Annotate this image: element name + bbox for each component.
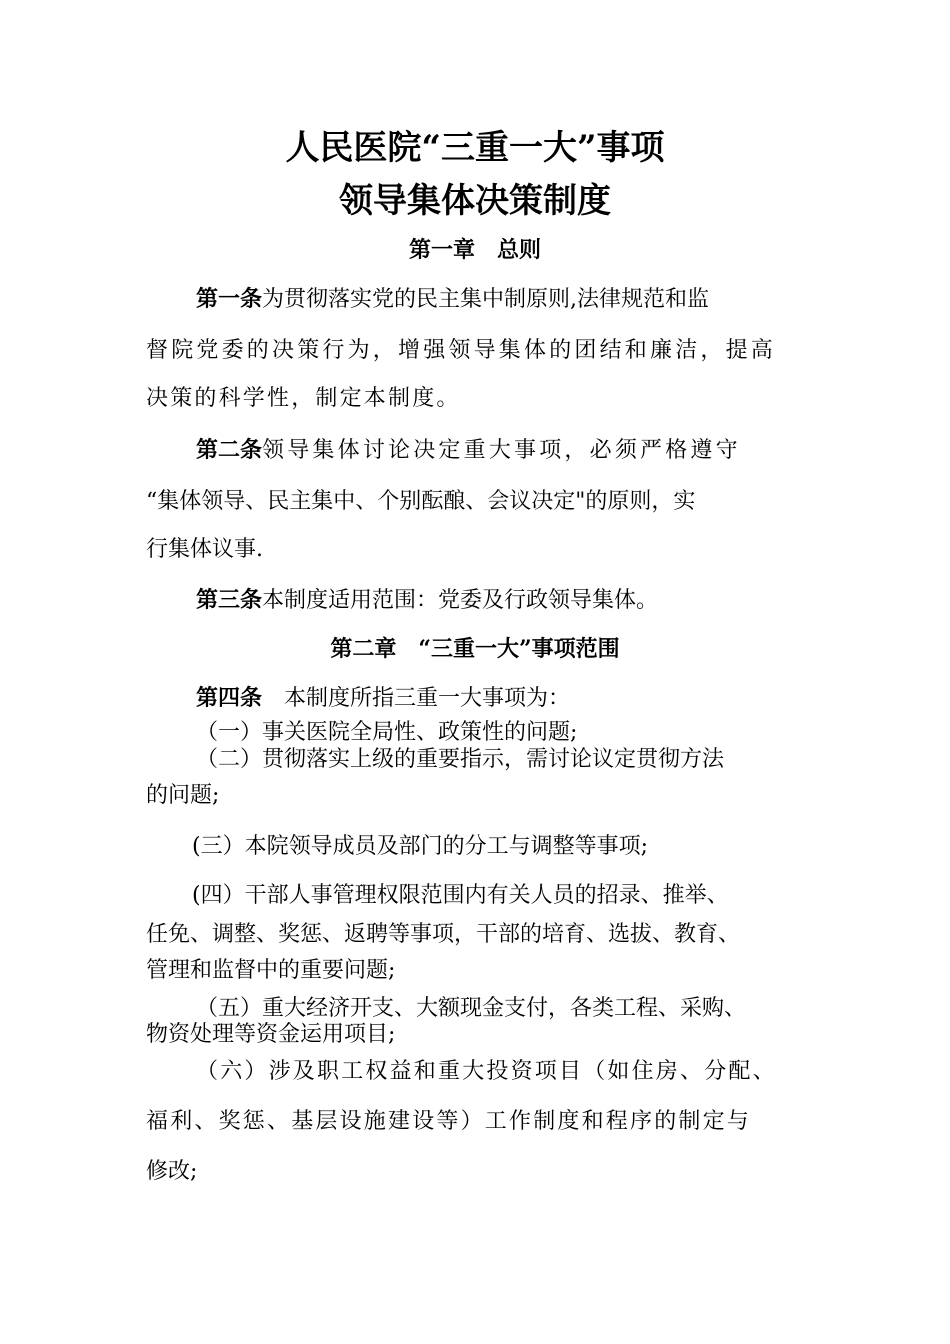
item-5-line-2: 物资处理等资金运用项目; xyxy=(146,1022,396,1047)
article-1-text-1: 为贯彻落实党的民主集中制原则,法律规范和监 xyxy=(262,287,710,312)
item-6-line-2: 福利、奖惩、基层设施建设等）工作制度和程序的制定与 xyxy=(146,1109,752,1134)
article-1-line-2: 督院党委的决策行为，增强领导集体的团结和廉洁，提高 xyxy=(146,338,777,363)
article-2-label: 第二条 xyxy=(196,437,263,463)
item-4-line-2: 任免、调整、奖惩、返聘等事项，干部的培育、选拔、教育、 xyxy=(146,922,741,947)
article-2-line-3: 行集体议事. xyxy=(146,537,263,562)
document-title-line-2: 领导集体决策制度 xyxy=(339,181,611,221)
item-6-line-3: 修改; xyxy=(146,1159,198,1184)
article-2-line-2: “集体领导、民主集中、个别酝酿、会议决定"的原则，实 xyxy=(146,489,696,514)
item-5-line-1: （五）重大经济开支、大额现金支付，各类工程、采购、 xyxy=(196,996,747,1021)
article-3-label: 第三条 xyxy=(196,587,263,613)
article-3-text-1: 本制度适用范围：党委及行政领导集体。 xyxy=(262,588,659,613)
item-2-line-1: （二）贯彻落实上级的重要指示，需讨论议定贯彻方法 xyxy=(196,747,725,772)
article-4-text-1: 本制度所指三重一大事项为： xyxy=(262,686,571,711)
item-1-line-1: （一）事关医院全局性、政策性的问题; xyxy=(196,720,578,745)
item-4-line-1: (四）干部人事管理权限范围内有关人员的招录、推举、 xyxy=(192,883,729,908)
article-4-label: 第四条 xyxy=(196,685,263,711)
document-title-line-1: 人民医院“三重一大”事项 xyxy=(285,128,665,168)
item-2-line-2: 的问题; xyxy=(146,783,220,808)
chapter-1-heading: 第一章 总则 xyxy=(408,237,541,263)
article-3-line-1 xyxy=(196,585,658,616)
item-3-line-1: (三）本院领导成员及部门的分工与调整等事项; xyxy=(192,834,648,859)
article-1-label: 第一条 xyxy=(196,286,263,312)
article-1-line-1 xyxy=(196,284,709,315)
article-2-text-1: 领导集体讨论决定重大事项，必须严格遵守 xyxy=(262,438,741,463)
chapter-2-heading: 第二章 “三重一大”事项范围 xyxy=(330,636,620,662)
article-2-line-1 xyxy=(196,435,741,466)
article-4-line-1 xyxy=(196,683,570,714)
item-4-line-3: 管理和监督中的重要问题; xyxy=(146,958,396,983)
article-1-line-3: 决策的科学性，制定本制度。 xyxy=(146,386,461,411)
item-6-line-1: （六）涉及职工权益和重大投资项目（如住房、分配、 xyxy=(196,1059,777,1084)
